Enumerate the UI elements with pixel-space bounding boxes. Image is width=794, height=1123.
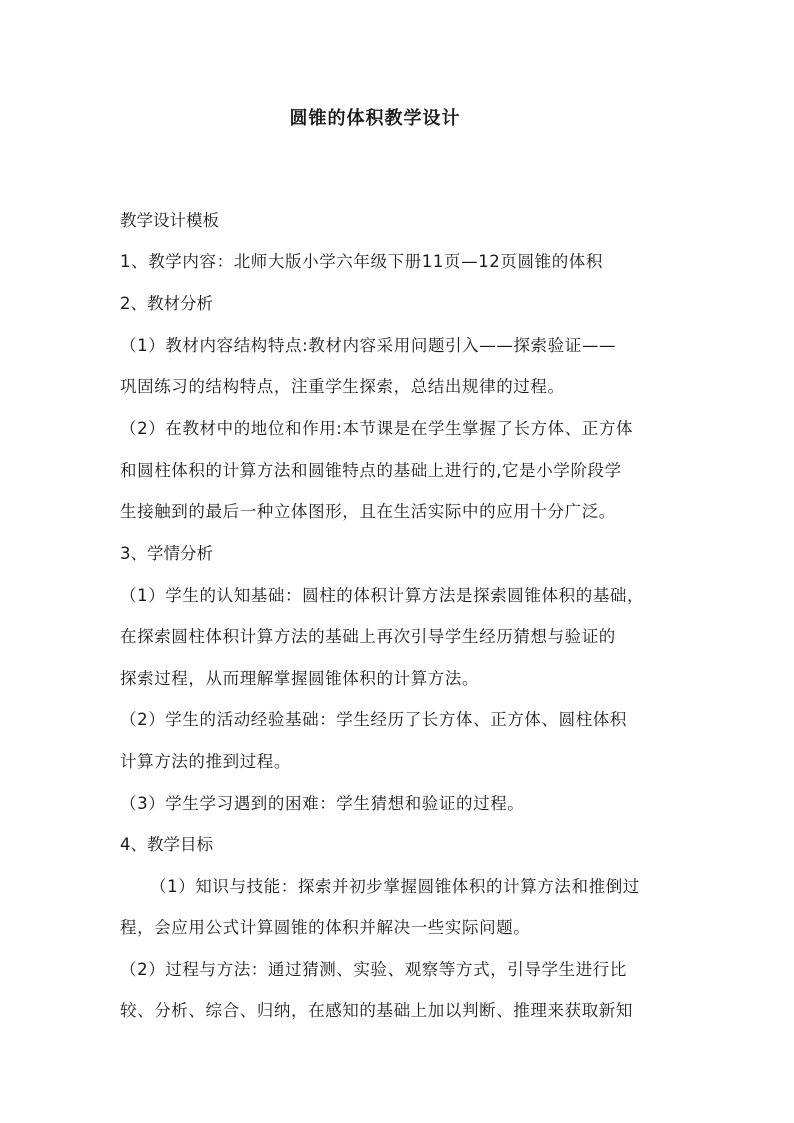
paragraph-line: （1）教材内容结构特点:教材内容采用问题引入——探索验证—— (120, 336, 617, 355)
paragraph-line: 和圆柱体积的计算方法和圆锥特点的基础上进行的,它是小学阶段学 (120, 461, 622, 480)
paragraph-line: 程，会应用公式计算圆锥的体积并解决一些实际问题。 (120, 918, 531, 937)
paragraph-line: 生接触到的最后一种立体图形，且在生活实际中的应用十分广泛。 (120, 502, 616, 521)
paragraph-line: （1）知识与技能：探索并初步掌握圆锥体积的计算方法和推倒过 (150, 877, 640, 896)
paragraph-line: 较、分析、综合、归纳，在感知的基础上加以判断、推理来获取新知 (120, 1001, 633, 1020)
paragraph-line: （2）在教材中的地位和作用:本节课是在学生掌握了长方体、正方体 (120, 419, 634, 438)
paragraph-line: 探索过程，从而理解掌握圆锥体积的计算方法。 (120, 669, 480, 688)
heading-learner-analysis: 3、学情分析 (120, 544, 213, 563)
heading-teaching-goals: 4、教学目标 (120, 835, 213, 854)
paragraph-line: （2）过程与方法：通过猜测、实验、观察等方式，引导学生进行比 (120, 960, 627, 979)
paragraph-line: （3）学生学习遇到的困难：学生猜想和验证的过程。 (120, 794, 525, 813)
paragraph-line: （1）学生的认知基础：圆柱的体积计算方法是探索圆锥体积的基础， (120, 586, 645, 605)
paragraph-line: 在探索圆柱体积计算方法的基础上再次引导学生经历猜想与验证的 (120, 627, 616, 646)
paragraph-line: （2）学生的活动经验基础：学生经历了长方体、正方体、圆柱体积 (120, 710, 627, 729)
section-label-template: 教学设计模板 (120, 211, 219, 230)
paragraph-line: 巩固练习的结构特点，注重学生探索，总结出规律的过程。 (120, 377, 565, 396)
document-title: 圆锥的体积教学设计 (289, 108, 461, 129)
heading-teaching-content: 1、教学内容：北师大版小学六年级下册11页—12页圆锥的体积 (120, 252, 603, 271)
heading-material-analysis: 2、教材分析 (120, 294, 213, 313)
paragraph-line: 计算方法的推到过程。 (120, 752, 291, 771)
